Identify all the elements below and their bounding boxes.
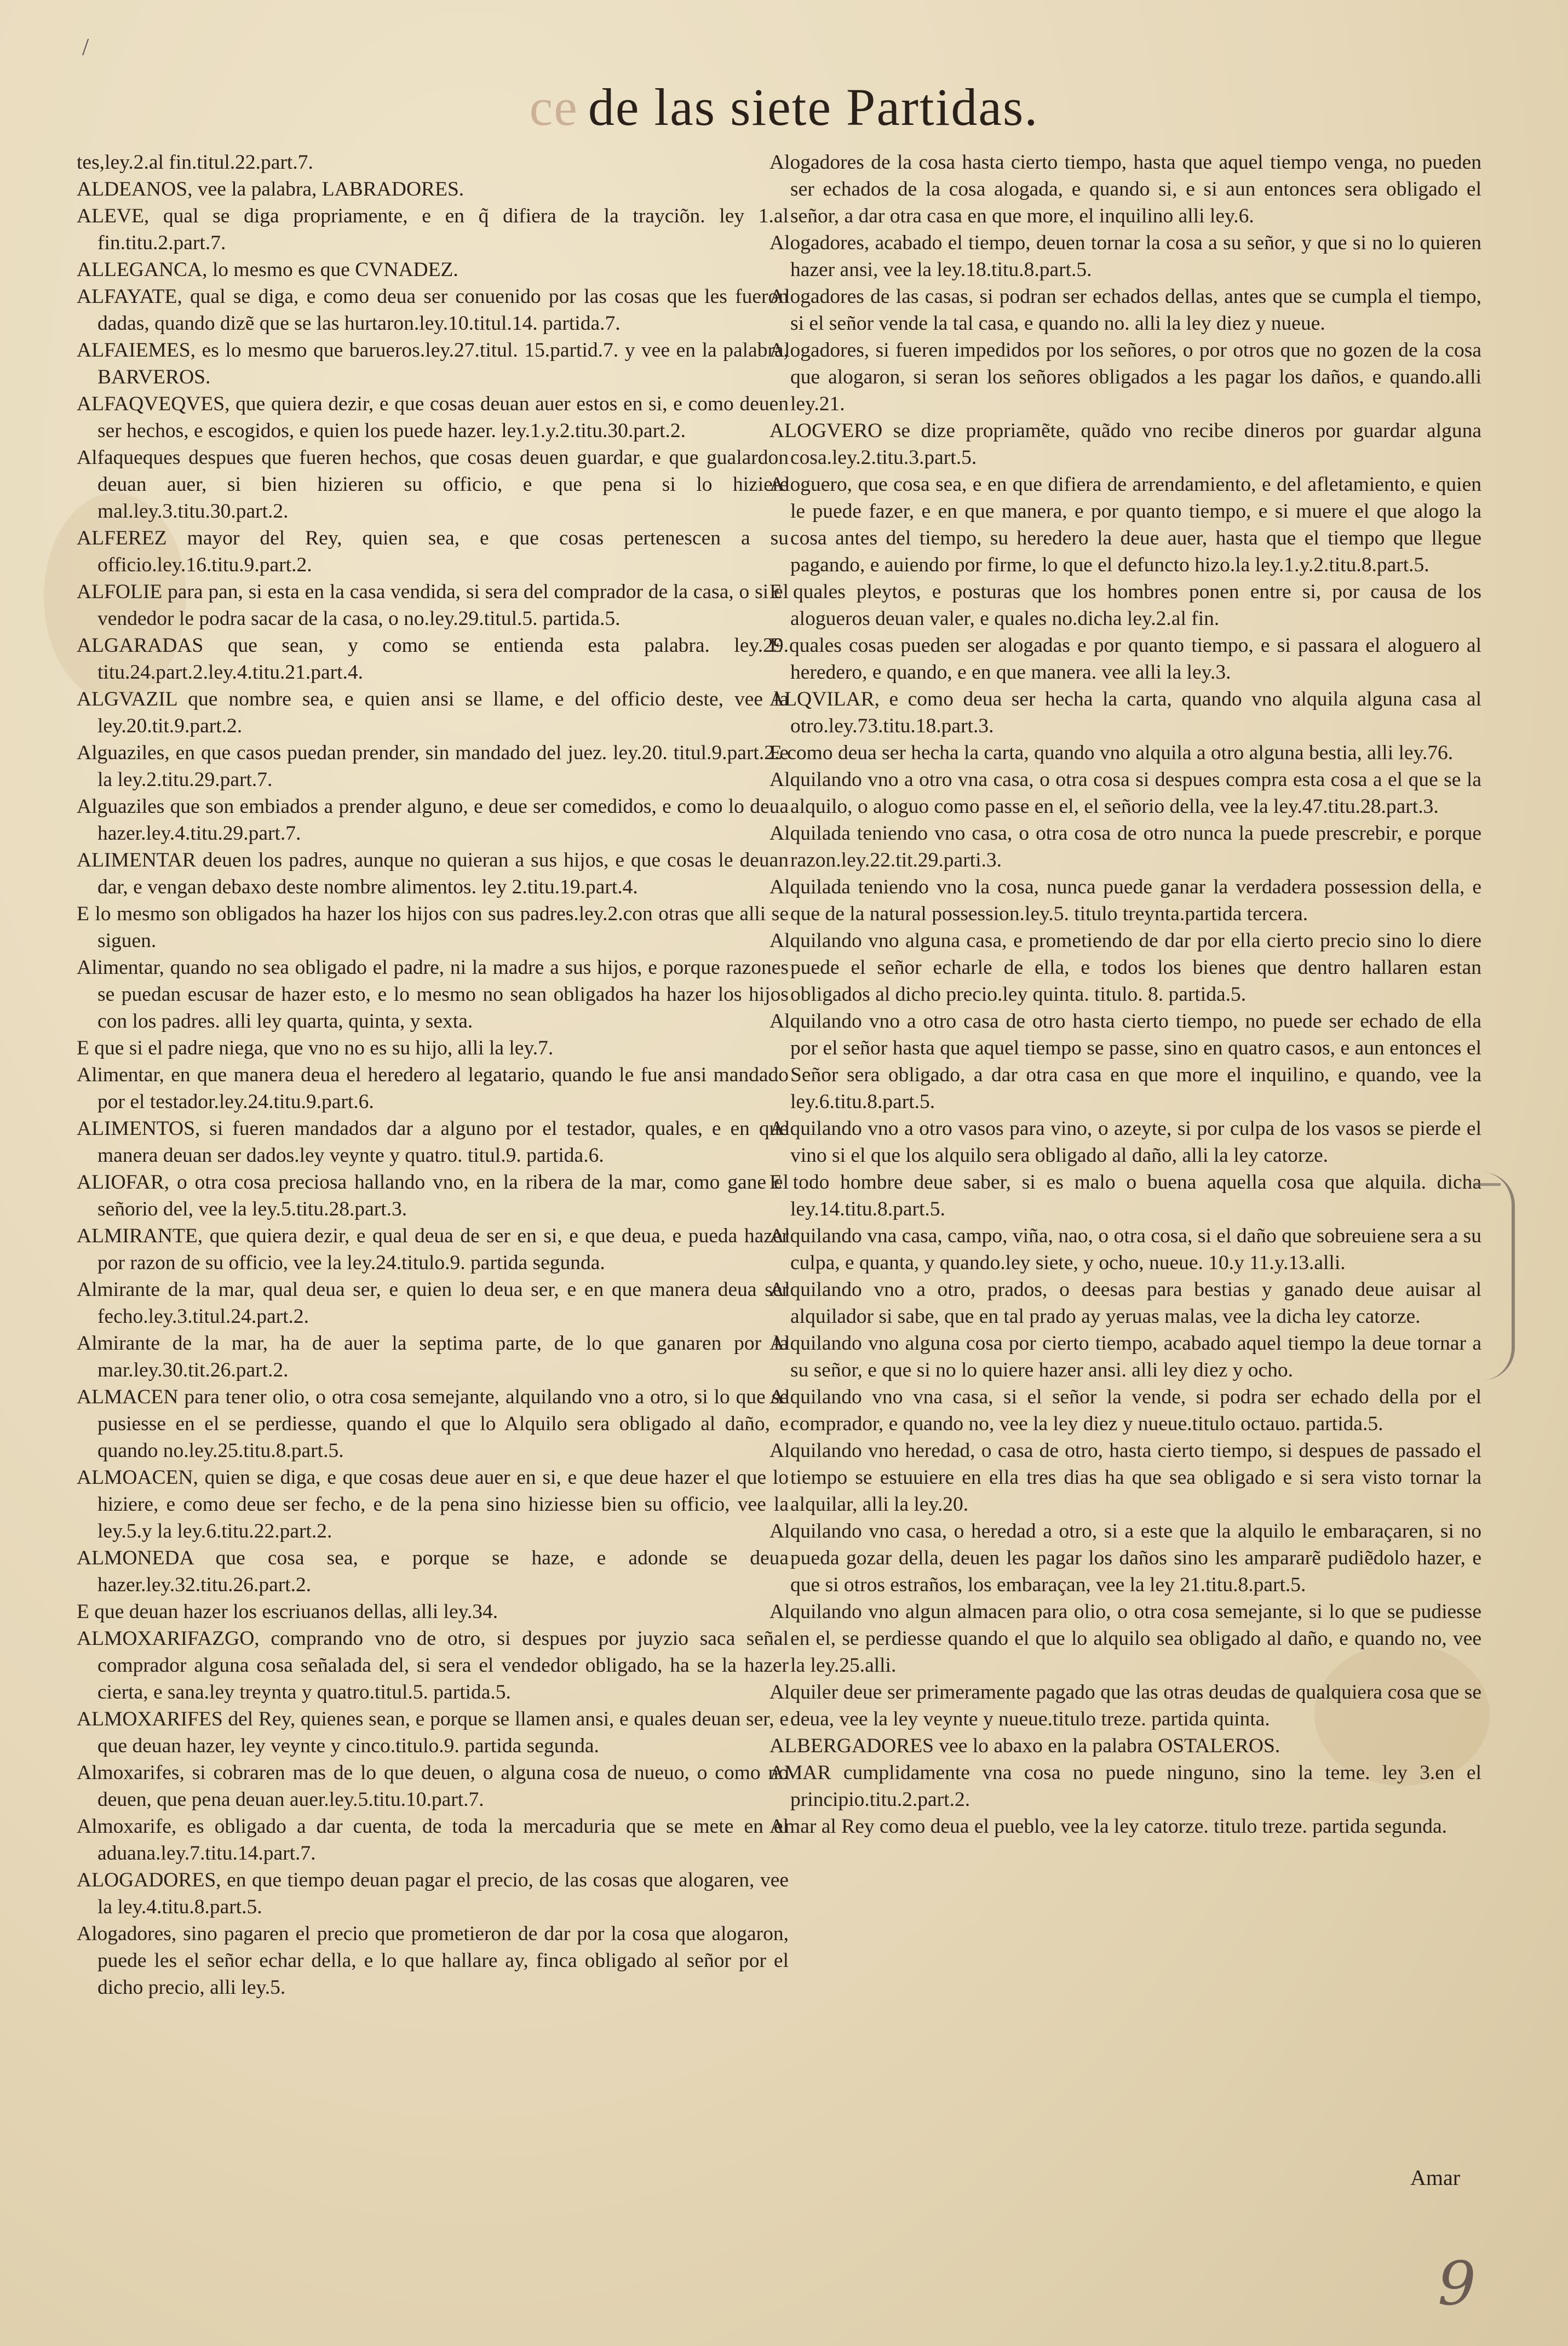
index-entry: E que si el padre niega, que vno no es su hijo, alli la ley.7. <box>77 1037 554 1059</box>
catchword: Amar <box>1410 2165 1461 2190</box>
index-entry: ALMOXARIFES del Rey, quienes sean, e porque se llamen ansi, e quales deuan ser, e que deuan hazer, ley veynte y cinco.titulo.9. partida segunda. <box>77 1708 789 1757</box>
index-entry: ALMOXARIFAZGO, comprando vno de otro, si despues por juyzio saca señal comprador alguna cosa señalada del, si sera el vendedor obligado, ha se la hazer cierta, e sana.ley treynta y quatro.titul.5. partida.5. <box>77 1627 789 1703</box>
index-entry: Aloguero, que cosa sea, e en que difiera de arrendamiento, e del afletamiento, e quien le puede fazer, e en que manera, e por quanto tiempo, e si muere el que alogo la cosa antes del tiempo, su heredero la deue auer, hasta que el tiempo que llegue pagando, e auiendo por firme, lo que el defuncto hizo.la ley.1.y.2.titu.8.part.5. <box>769 473 1481 576</box>
index-entry: Amar al Rey como deua el pueblo, vee la ley catorze. titulo treze. partida segunda. <box>769 1815 1447 1838</box>
index-entry: ALFEREZ mayor del Rey, quien sea, e que cosas pertenescen a su officio.ley.16.titu.9.part.2. <box>77 527 789 576</box>
running-head <box>0 77 1568 137</box>
index-entry: Alquilando vna casa, campo, viña, nao, o otra cosa, si el daño que sobreuiene sera a su culpa, e quanta, y quando.ley siete, y ocho, nueue. 10.y 11.y.13.alli. <box>769 1225 1481 1274</box>
index-entry: E lo mesmo son obligados ha hazer los hijos con sus padres.ley.2.con otras que alli se siguen. <box>77 903 789 952</box>
index-entry: ALIMENTOS, si fueren mandados dar a alguno por el testador, quales, e en que manera deuan ser dados.ley veynte y quatro. titul.9. partida.6. <box>77 1117 789 1167</box>
index-entry: Almirante de la mar, qual deua ser, e quien lo deua ser, e en que manera deua ser fecho.ley.3.titul.24.part.2. <box>77 1278 789 1328</box>
index-entry: Alquilando vno vna casa, si el señor la vende, si podra ser echado della por el comprador, e quando no, vee la ley diez y nueue.titulo octauo. partida.5. <box>769 1386 1481 1435</box>
index-entry: Alquilada teniendo vno la cosa, nunca puede ganar la verdadera possession della, e que de la natural possession.ley.5. titulo treynta.partida tercera. <box>769 876 1481 925</box>
index-entry: Alguaziles, en que casos puedan prender, sin mandado del juez. ley.20. titul.9.part.2.e la ley.2.titu.29.part.7. <box>77 742 789 791</box>
index-entry: ALLEGANCA, lo mesmo es que CVNADEZ. <box>77 259 458 281</box>
index-entry: Alquilando vno a otro vasos para vino, o azeyte, si por culpa de los vasos se pierde el vino si el que los alquilo sera obligado al daño, alli la ley catorze. <box>769 1117 1481 1167</box>
running-head-title: de las siete Partidas. <box>588 78 1039 136</box>
index-entry: Alquilando vno heredad, o casa de otro, hasta cierto tiempo, si despues de passado el tiempo se estuuiere en ella tres dias ha que sea obligado e si sera visto tornar la alquilar, alli la ley.20. <box>769 1439 1481 1516</box>
index-entry: Alquilada teniendo vno casa, o otra cosa de otro nunca la puede prescrebir, e porque razon.ley.22.tit.29.parti.3. <box>769 822 1481 871</box>
index-entry: Alogadores de la cosa hasta cierto tiempo, hasta que aquel tiempo venga, no pueden ser echados de la cosa alogada, e quando si, e si aun entonces sera obligado el señor, a dar otra casa en que more, el inquilino alli ley.6. <box>769 151 1481 227</box>
marginal-stroke <box>1473 1183 1501 1195</box>
index-entry: Alimentar, en que manera deua el heredero al legatario, quando le fue ansi mandado por el testador.ley.24.titu.9.part.6. <box>77 1064 789 1113</box>
running-head-prefix: ce <box>529 78 578 136</box>
index-entry: ALEVE, qual se diga propriamente, e en q̃ difiera de la trayciõn. ley 1.al fin.titu.2.part.7. <box>77 205 789 254</box>
index-entry: Alogadores de las casas, si podran ser echados dellas, antes que se cumpla el tiempo, si el señor vende la tal casa, e quando no. alli la ley diez y nueue. <box>769 285 1481 335</box>
index-entry: ALOGVERO se dize propriamẽte, quãdo vno recibe dineros por guardar alguna cosa.ley.2.titu.3.part.5. <box>769 420 1481 469</box>
index-entry: Alquiler deue ser primeramente pagado que las otras deudas de qualquiera cosa que se deua, vee la ley veynte y nueue.titulo treze. partida quinta. <box>769 1681 1481 1730</box>
index-entry: Alquilando vno algun almacen para olio, o otra cosa semejante, si lo que se pudiesse en el, se perdiesse quando el que lo alquilo sea obligado al daño, e quando no, vee la ley.25.alli. <box>769 1601 1481 1677</box>
index-entry: AMAR cumplidamente vna cosa no puede ninguno, sino la teme. ley 3.en el principio.titu.2.part.2. <box>769 1762 1481 1811</box>
index-entry: tes,ley.2.al fin.titul.22.part.7. <box>77 151 313 174</box>
index-entry: Alfaqueques despues que fueren hechos, que cosas deuen guardar, e que gualardon deuan auer, si bien hizieren su officio, e que pena si lo hiziere mal.ley.3.titu.30.part.2. <box>77 446 789 523</box>
index-entry: ALOGADORES, en que tiempo deuan pagar el precio, de las cosas que alogaren, vee la ley.4.titu.8.part.5. <box>77 1869 789 1918</box>
marginal-bracket <box>1479 1172 1515 1380</box>
index-entry: ALIOFAR, o otra cosa preciosa hallando vno, en la ribera de la mar, como gane el señorio del, vee la ley.5.titu.28.part.3. <box>77 1171 789 1220</box>
index-entry: ALGARADAS que sean, y como se entienda esta palabra. ley.29. titu.24.part.2.ley.4.titu.21.part.4. <box>77 634 789 684</box>
index-entry: E como deua ser hecha la carta, quando vno alquila a otro alguna bestia, alli ley.76. <box>769 742 1454 764</box>
index-entry: ALFAQVEQVES, que quiera dezir, e que cosas deuan auer estos en si, e como deuen ser hechos, e escogidos, e quien los puede hazer. ley.1.y.2.titu.30.part.2. <box>77 393 789 442</box>
right-column <box>769 149 1481 1840</box>
index-entry: Alguaziles que son embiados a prender alguno, e deue ser comedidos, e como lo deua hazer.ley.4.titu.29.part.7. <box>77 795 789 845</box>
folio-number: 9 <box>1438 2249 1476 2319</box>
index-entry: Alquilando vno a otro, prados, o deesas para bestias y ganado deue auisar al alquilador si sabe, que en tal prado ay yeruas malas, vee la dicha ley catorze. <box>769 1278 1481 1328</box>
margin-mark: / <box>82 33 89 60</box>
index-entry: ALDEANOS, vee la palabra, LABRADORES. <box>77 178 464 200</box>
index-entry: ALMIRANTE, que quiera dezir, e qual deua de ser en si, e que deua, e pueda hazer por razon de su officio, vee la ley.24.titulo.9. partida segunda. <box>77 1225 789 1274</box>
index-entry: E todo hombre deue saber, si es malo o buena aquella cosa que alquila. dicha ley.14.titu.8.part.5. <box>769 1171 1481 1220</box>
index-entry: ALGVAZIL que nombre sea, e quien ansi se llame, e del officio deste, vee la ley.20.tit.9.part.2. <box>77 688 789 737</box>
index-entry: E que deuan hazer los escriuanos dellas, alli ley.34. <box>77 1601 498 1623</box>
index-entry: ALFAIEMES, es lo mesmo que barueros.ley.27.titul. 15.partid.7. y vee en la palabra, BARVEROS. <box>77 339 789 388</box>
index-entry: Almoxarifes, si cobraren mas de lo que deuen, o alguna cosa de nueuo, o como no deuen, que pena deuan auer.ley.5.titu.10.part.7. <box>77 1762 789 1811</box>
left-column <box>77 149 789 2001</box>
index-entry: E quales pleytos, e posturas que los hombres ponen entre si, por causa de los alogueros deuan valer, e quales no.dicha ley.2.al fin. <box>769 581 1481 630</box>
index-entry: ALMONEDA que cosa sea, e porque se haze, e adonde se deua hazer.ley.32.titu.26.part.2. <box>77 1547 789 1596</box>
index-entry: ALFAYATE, qual se diga, e como deua ser conuenido por las cosas que les fueron dadas, quando dizẽ que se las hurtaron.ley.10.titul.14. partida.7. <box>77 285 789 335</box>
index-entry: Alimentar, quando no sea obligado el padre, ni la madre a sus hijos, e porque razones se puedan escusar de hazer esto, e lo mesmo no sean obligados ha hazer los hijos con los padres. alli ley quarta, quinta, y sexta. <box>77 956 789 1033</box>
index-entry: Alquilando vno alguna casa, e prometiendo de dar por ella cierto precio sino lo diere puede el señor echarle de ella, e todos los bienes que dentro hallaren estan obligados al dicho precio.ley quinta. titulo. 8. partida.5. <box>769 930 1481 1006</box>
index-entry: Alogadores, si fueren impedidos por los señores, o por otros que no gozen de la cosa que alogaron, si seran los señores obligados a les pagar los daños, e quando.alli ley.21. <box>769 339 1481 415</box>
index-entry: Alquilando vno a otro vna casa, o otra cosa si despues compra esta cosa a el que se la alquilo, o aloguo como passe en el, el señorio della, vee la ley.47.titu.28.part.3. <box>769 768 1481 818</box>
index-entry: Alogadores, acabado el tiempo, deuen tornar la cosa a su señor, y que si no lo quieren hazer ansi, vee la ley.18.titu.8.part.5. <box>769 232 1481 281</box>
index-entry: ALMACEN para tener olio, o otra cosa semejante, alquilando vno a otro, si lo que se pusiesse en el se perdiesse, quando el que lo Alquilo sera obligado al daño, e quando no.ley.25.titu.8.part.5. <box>77 1386 789 1462</box>
index-entry: Alquilando vno casa, o heredad a otro, si a este que la alquilo le embaraçaren, si no pueda gozar della, deuen les pagar los daños sino les ampararẽ pudiẽdolo hazer, e que si otros estraños, los embaraçan, vee la ley 21.titu.8.part.5. <box>769 1520 1481 1596</box>
index-entry: ALQVILAR, e como deua ser hecha la carta, quando vno alquila alguna casa al otro.ley.73.titu.18.part.3. <box>769 688 1481 737</box>
index-entry: Alquilando vno alguna cosa por cierto tiempo, acabado aquel tiempo la deue tornar a su señor, e que si no lo quiere hazer ansi. alli ley diez y ocho. <box>769 1332 1481 1381</box>
index-entry: ALMOACEN, quien se diga, e que cosas deue auer en si, e que deue hazer el que lo hiziere, e como deue ser fecho, e de la pena sino hiziesse bien su officio, vee la ley.5.y la ley.6.titu.22.part.2. <box>77 1466 789 1542</box>
index-entry: Almirante de la mar, ha de auer la septima parte, de lo que ganaren por la mar.ley.30.tit.26.part.2. <box>77 1332 789 1381</box>
index-entry: Alogadores, sino pagaren el precio que prometieron de dar por la cosa que alogaron, puede les el señor echar della, e lo que hallare ay, finca obligado al señor por el dicho precio, alli ley.5. <box>77 1923 789 1999</box>
index-entry: Alquilando vno a otro casa de otro hasta cierto tiempo, no puede ser echado de ella por el señor hasta que aquel tiempo se passe, sino en quatro casos, e aun entonces el Señor sera obligado, a dar otra casa en que more el inquilino, e quando, vee la ley.6.titu.8.part.5. <box>769 1010 1481 1113</box>
index-entry: ALIMENTAR deuen los padres, aunque no quieran a sus hijos, e que cosas le deuan dar, e vengan debaxo deste nombre alimentos. ley 2.titu.19.part.4. <box>77 849 789 898</box>
index-entry: Almoxarife, es obligado a dar cuenta, de toda la mercaduria que se mete en el aduana.ley.7.titu.14.part.7. <box>77 1815 789 1865</box>
index-entry: ALFOLIE para pan, si esta en la casa vendida, si sera del comprador de la casa, o si el vendedor le podra sacar de la casa, o no.ley.29.titul.5. partida.5. <box>77 581 789 630</box>
index-entry: ALBERGADORES vee lo abaxo en la palabra OSTALEROS. <box>769 1735 1280 1757</box>
index-entry: E quales cosas pueden ser alogadas e por quanto tiempo, e si passara el aloguero al heredero, e quando, e en que manera. vee alli la ley.3. <box>769 634 1481 684</box>
